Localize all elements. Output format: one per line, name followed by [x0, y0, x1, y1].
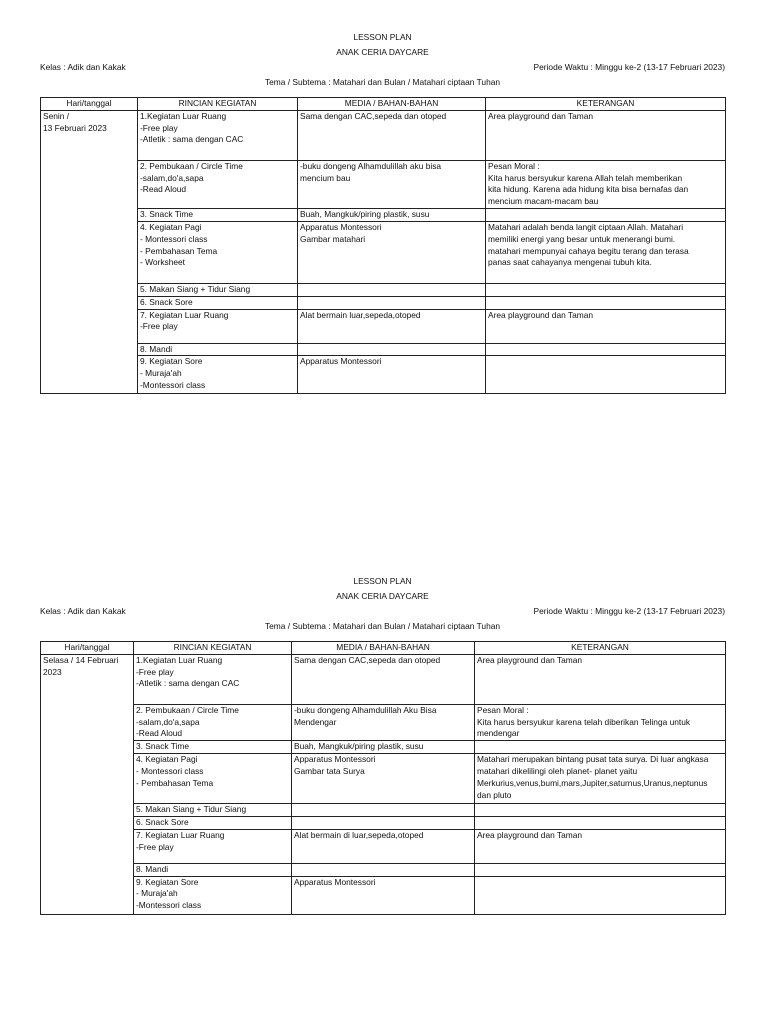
class-label: Kelas : Adik dan Kakak [40, 62, 126, 72]
notes-cell [486, 343, 726, 356]
notes-cell [486, 160, 726, 208]
notes-line: Matahari merupakan bintang pusat tata surya. Di luar angkasa [477, 754, 709, 765]
media-cell [292, 804, 475, 817]
activity-cell [134, 654, 292, 704]
activity-cell [134, 754, 292, 804]
table-row [41, 356, 726, 394]
media-cell [298, 208, 486, 221]
media-line: -buku dongeng Alhamdulillah Aku Bisa [294, 704, 437, 715]
media-cell [298, 110, 486, 160]
table-row [41, 160, 726, 208]
table-row [41, 654, 726, 704]
activity-line: 4. Kegiatan Pagi [140, 221, 202, 232]
activity-line: -salam,do'a,sapa [140, 172, 204, 183]
meta-row [40, 604, 725, 619]
notes-cell [475, 816, 726, 829]
table-row [41, 829, 726, 863]
plan-title: LESSON PLAN [353, 32, 412, 42]
activity-line: -Free play [136, 841, 174, 852]
activity-line: -Atletik : sama dengan CAC [140, 134, 244, 145]
activity-cell [134, 816, 292, 829]
activity-line: -Atletik : sama dengan CAC [136, 678, 240, 689]
media-cell [292, 754, 475, 804]
table-row [41, 741, 726, 754]
notes-cell [486, 221, 726, 283]
notes-line: Matahari adalah benda langit ciptaan Allah. Matahari [488, 221, 684, 232]
notes-line: kita hidung. Karena ada hidung kita bisa bernafas dan [488, 184, 689, 195]
notes-cell [486, 309, 726, 343]
media-line: Apparatus Montessori [294, 876, 376, 887]
notes-cell [486, 296, 726, 309]
header-day: Hari/tanggal [41, 642, 134, 655]
activity-cell [134, 741, 292, 754]
activity-cell [138, 160, 298, 208]
table-header-row [41, 642, 726, 655]
activity-line: 3. Snack Time [136, 741, 190, 752]
notes-line: matahari dikelilingi oleh planet- planet yaitu [477, 765, 638, 776]
activity-line: -Montessori class [136, 900, 202, 911]
activity-line: - Muraja'ah [136, 888, 178, 899]
activity-line: 1.Kegiatan Luar Ruang [140, 110, 227, 121]
day-date-line: 13 Februari 2023 [43, 122, 107, 133]
header-notes: KETERANGAN [486, 98, 726, 111]
activity-cell [138, 309, 298, 343]
day-date-line: Senin / [43, 110, 70, 121]
media-line: Gambar tata Surya [294, 765, 365, 776]
activity-line: 2. Pembukaan / Circle Time [136, 704, 239, 715]
activity-line: - Montessori class [140, 233, 208, 244]
notes-cell [475, 863, 726, 876]
notes-line: panas saat cahayanya mengenai tubuh kita. [488, 257, 652, 268]
notes-line: Area playground dan Taman [477, 654, 583, 665]
table-row [41, 704, 726, 740]
activity-line: 6. Snack Sore [136, 816, 189, 827]
media-line: Buah, Mangkuk/piring plastik, susu [300, 208, 430, 219]
activity-line: - Pembahasan Tema [140, 245, 218, 256]
media-line: mencium bau [300, 172, 351, 183]
activity-line: 2. Pembukaan / Circle Time [140, 160, 243, 171]
table-row [41, 110, 726, 160]
table-row [41, 754, 726, 804]
media-line: Apparatus Montessori [300, 356, 382, 367]
notes-line: dan pluto [477, 789, 512, 800]
activity-line: - Pembahasan Tema [136, 777, 214, 788]
notes-cell [475, 754, 726, 804]
media-cell [298, 160, 486, 208]
notes-line: Area playground dan Taman [488, 110, 594, 121]
activity-cell [138, 296, 298, 309]
notes-line: Area playground dan Taman [488, 309, 594, 320]
media-cell [298, 283, 486, 296]
media-cell [292, 816, 475, 829]
media-cell [298, 296, 486, 309]
table-row [41, 816, 726, 829]
activity-cell [138, 283, 298, 296]
table-row [41, 283, 726, 296]
notes-cell [475, 704, 726, 740]
activity-cell [138, 208, 298, 221]
activity-line: -salam,do'a,sapa [136, 716, 200, 727]
notes-cell [475, 804, 726, 817]
media-line: Mendengar [294, 716, 337, 727]
notes-line: Area playground dan Taman [477, 829, 583, 840]
table-row [41, 876, 726, 914]
media-cell [292, 829, 475, 863]
media-line: Sama dengan CAC,sepeda dan otoped [300, 110, 447, 121]
plan-title: LESSON PLAN [353, 576, 412, 586]
lesson-plan-2 [40, 574, 725, 915]
activity-cell [134, 704, 292, 740]
theme-label: Tema / Subtema : Matahari dan Bulan / Matahari ciptaan Tuhan [264, 621, 501, 631]
activity-line: 7. Kegiatan Luar Ruang [136, 829, 225, 840]
media-line: Apparatus Montessori [294, 754, 376, 765]
activity-line: 4. Kegiatan Pagi [136, 754, 198, 765]
activity-line: 8. Mandi [136, 863, 169, 874]
activity-line: 9. Kegiatan Sore [136, 876, 199, 887]
table-row [41, 309, 726, 343]
notes-line: Kita harus bersyukur karena Allah telah memberikan [488, 172, 683, 183]
period-label: Periode Waktu : Minggu ke-2 (13-17 Februari 2023) [533, 606, 725, 616]
day-date-line: 2023 [43, 666, 62, 677]
activity-line: -Free play [136, 666, 174, 677]
day-cell [41, 654, 134, 914]
activity-line: 6. Snack Sore [140, 296, 193, 307]
notes-line: Pesan Moral : [477, 704, 529, 715]
daycare-name: ANAK CERIA DAYCARE [336, 47, 429, 57]
activity-cell [134, 804, 292, 817]
media-line: -buku dongeng Alhamdulillah aku bisa [300, 160, 442, 171]
notes-cell [475, 829, 726, 863]
activity-cell [138, 356, 298, 394]
table-row [41, 343, 726, 356]
activity-cell [138, 343, 298, 356]
media-cell [298, 356, 486, 394]
media-line: Gambar matahari [300, 233, 366, 244]
activity-line: -Free play [140, 122, 178, 133]
header-activity: RINCIAN KEGIATAN [138, 98, 298, 111]
notes-line: Pesan Moral : [488, 160, 540, 171]
activity-line: - Montessori class [136, 765, 204, 776]
header-activity: RINCIAN KEGIATAN [134, 642, 292, 655]
activity-line: 8. Mandi [140, 343, 173, 354]
notes-line: mendengar [477, 728, 520, 739]
activity-cell [134, 829, 292, 863]
day-cell [41, 110, 138, 394]
notes-cell [486, 208, 726, 221]
media-cell [298, 309, 486, 343]
activity-line: 9. Kegiatan Sore [140, 356, 203, 367]
schedule-table [40, 97, 726, 394]
table-row [41, 804, 726, 817]
lesson-plan-1 [40, 30, 725, 394]
class-label: Kelas : Adik dan Kakak [40, 606, 126, 616]
day-date-line: Selasa / 14 Februari [43, 654, 119, 665]
media-cell [292, 876, 475, 914]
header-day: Hari/tanggal [41, 98, 138, 111]
activity-line: 7. Kegiatan Luar Ruang [140, 309, 229, 320]
media-line: Buah, Mangkuk/piring plastik, susu [294, 741, 424, 752]
schedule-table [40, 641, 726, 915]
media-cell [292, 704, 475, 740]
activity-line: -Read Aloud [140, 184, 187, 195]
activity-line: 1.Kegiatan Luar Ruang [136, 654, 223, 665]
media-cell [292, 741, 475, 754]
activity-line: -Montessori class [140, 379, 206, 390]
meta-row [40, 60, 725, 75]
media-line: Alat bermain di luar,sepeda,otoped [294, 829, 424, 840]
activity-cell [138, 110, 298, 160]
activity-line: - Worksheet [140, 257, 185, 268]
notes-cell [486, 356, 726, 394]
notes-line: Kita harus bersyukur karena telah diberikan Telinga untuk [477, 716, 691, 727]
activity-cell [138, 221, 298, 283]
media-cell [292, 654, 475, 704]
activity-cell [134, 863, 292, 876]
activity-cell [134, 876, 292, 914]
table-row [41, 208, 726, 221]
media-line: Apparatus Montessori [300, 221, 382, 232]
header-media: MEDIA / BAHAN-BAHAN [292, 642, 475, 655]
media-cell [298, 343, 486, 356]
header-notes: KETERANGAN [475, 642, 726, 655]
media-line: Sama dengan CAC,sepeda dan otoped [294, 654, 441, 665]
notes-cell [475, 741, 726, 754]
table-row [41, 221, 726, 283]
header-media: MEDIA / BAHAN-BAHAN [298, 98, 486, 111]
activity-line: 5. Makan Siang + Tidur Siang [140, 283, 251, 294]
notes-cell [486, 283, 726, 296]
media-cell [298, 221, 486, 283]
notes-line: mencium macam-macam bau [488, 196, 599, 207]
notes-cell [486, 110, 726, 160]
notes-cell [475, 876, 726, 914]
table-header-row [41, 98, 726, 111]
activity-line: 5. Makan Siang + Tidur Siang [136, 804, 247, 815]
media-cell [292, 863, 475, 876]
notes-line: memiliki energi yang besar untuk menerangi bumi. [488, 233, 676, 244]
table-row [41, 296, 726, 309]
media-line: Alat bermain luar,sepeda,otoped [300, 309, 421, 320]
daycare-name: ANAK CERIA DAYCARE [336, 591, 429, 601]
theme-label: Tema / Subtema : Matahari dan Bulan / Matahari ciptaan Tuhan [264, 77, 501, 87]
period-label: Periode Waktu : Minggu ke-2 (13-17 Februari 2023) [533, 62, 725, 72]
activity-line: -Free play [140, 321, 178, 332]
activity-line: - Muraja'ah [140, 368, 182, 379]
activity-line: 3. Snack Time [140, 208, 194, 219]
notes-line: Merkurius,venus,bumi,mars,Jupiter,saturnus,Uranus,neptunus [477, 777, 708, 788]
activity-line: -Read Aloud [136, 728, 183, 739]
notes-cell [475, 654, 726, 704]
notes-line: matahari mempunyai cahaya begitu terang dan terasa [488, 245, 689, 256]
table-row [41, 863, 726, 876]
